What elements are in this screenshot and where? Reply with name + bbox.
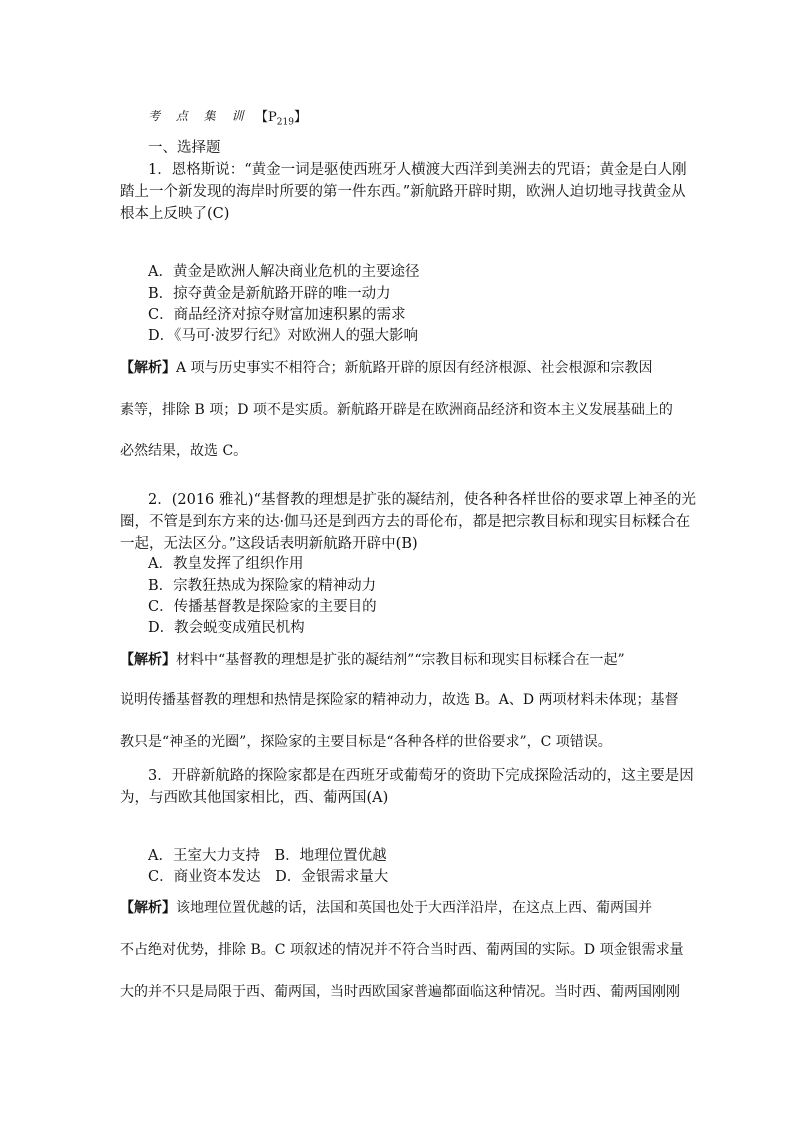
page-reference: [255, 106, 307, 128]
q2-analysis-text-1: 材料中“基督教的理想是扩张的凝结剂”“宗教目标和现实目标糅合在一起”: [176, 652, 625, 668]
page-ref-close: 】: [293, 110, 307, 125]
section-header-label: 考 点 集 训: [148, 109, 250, 123]
q1-line-2: 踏上一个新发现的海岸时所要的第一件东西。”新航路开辟时期，欧洲人迫切地寻找黄金从: [120, 184, 686, 200]
page-ref-open: 【P: [255, 110, 277, 125]
page-ref-number: 219: [276, 117, 294, 128]
q3-analysis-line-1: [120, 898, 652, 918]
q1-line-1: 1．恩格斯说：“黄金一词是驱使西班牙人横渡大西洋到美洲去的咒语；黄金是白人刚: [148, 162, 687, 178]
q2-option-a: A．教皇发挥了组织作用: [148, 556, 304, 572]
section-title: 一、选择题: [148, 140, 221, 156]
q1-analysis-line-2: 素等，排除 B 项；D 项不是实质。新航路开辟是在欧洲商品经济和资本主义发展基础上的: [120, 402, 673, 418]
q1-analysis-text-1: A 项与历史事实不相符合；新航路开辟的原因有经济根源、社会根源和宗教因: [176, 360, 653, 376]
q1-option-b: B．掠夺黄金是新航路开辟的唯一动力: [148, 286, 391, 302]
q1-option-a: A．黄金是欧洲人解决商业危机的主要途径: [148, 264, 420, 280]
q2-option-b: B．宗教狂热成为探险家的精神动力: [148, 578, 377, 594]
q2-line-2: 圈，不管是到东方来的达·伽马还是到西方去的哥伦布，都是把宗教目标和现实目标糅合在: [120, 514, 691, 530]
q3-line-2: 为，与西欧其他国家相比，西、葡两国(A): [120, 790, 389, 806]
q2-analysis-line-1: [120, 650, 625, 670]
q3-analysis-text-1: 该地理位置优越的话，法国和英国也处于大西洋沿岸，在这点上西、葡两国并: [176, 900, 652, 916]
q1-option-d: D．《马可·波罗行纪》对欧洲人的强大影响: [148, 328, 418, 344]
q1-analysis-tag: 【解析】: [120, 360, 176, 376]
q2-analysis-line-3: 教只是“神圣的光圈”，探险家的主要目标是“各种各样的世俗要求”，C 项错误。: [120, 734, 612, 750]
q1-analysis-line-3: 必然结果，故选 C。: [120, 443, 248, 459]
q3-analysis-tag: 【解析】: [120, 900, 176, 916]
q1-line-3: 根本上反映了(C): [120, 206, 230, 222]
q3-options-row-2: C．商业资本发达 D．金银需求量大: [148, 869, 389, 885]
q2-analysis-line-2: 说明传播基督教的理想和热情是探险家的精神动力，故选 B。A、D 两项材料未体现；基督: [120, 692, 679, 708]
q3-line-1: 3．开辟新航路的探险家都是在西班牙或葡萄牙的资助下完成探险活动的，这主要是因: [148, 768, 694, 784]
q3-options-row-1: A．王室大力支持 B．地理位置优越: [148, 848, 387, 864]
q2-line-1: 2．(2016 雅礼)“基督教的理想是扩张的凝结剂，使各种各样世俗的要求罩上神圣的光: [148, 492, 696, 508]
q2-option-c: C．传播基督教是探险家的主要目的: [148, 599, 377, 615]
q2-option-d: D．教会蜕变成殖民机构: [148, 620, 305, 636]
q1-analysis-line-1: [120, 358, 653, 378]
q3-analysis-line-3: 大的并不只是局限于西、葡两国，当时西欧国家普遍都面临这种情况。当时西、葡两国刚刚: [120, 984, 680, 1000]
q2-analysis-tag: 【解析】: [120, 652, 176, 668]
q1-option-c: C．商品经济对掠夺财富加速积累的需求: [148, 307, 406, 323]
q3-analysis-line-2: 不占绝对优势，排除 B。C 项叙述的情况并不符合当时西、葡两国的实际。D 项金银需求量: [120, 942, 684, 958]
q2-line-3: 一起，无法区分。”这段话表明新航路开辟中(B): [120, 536, 418, 552]
